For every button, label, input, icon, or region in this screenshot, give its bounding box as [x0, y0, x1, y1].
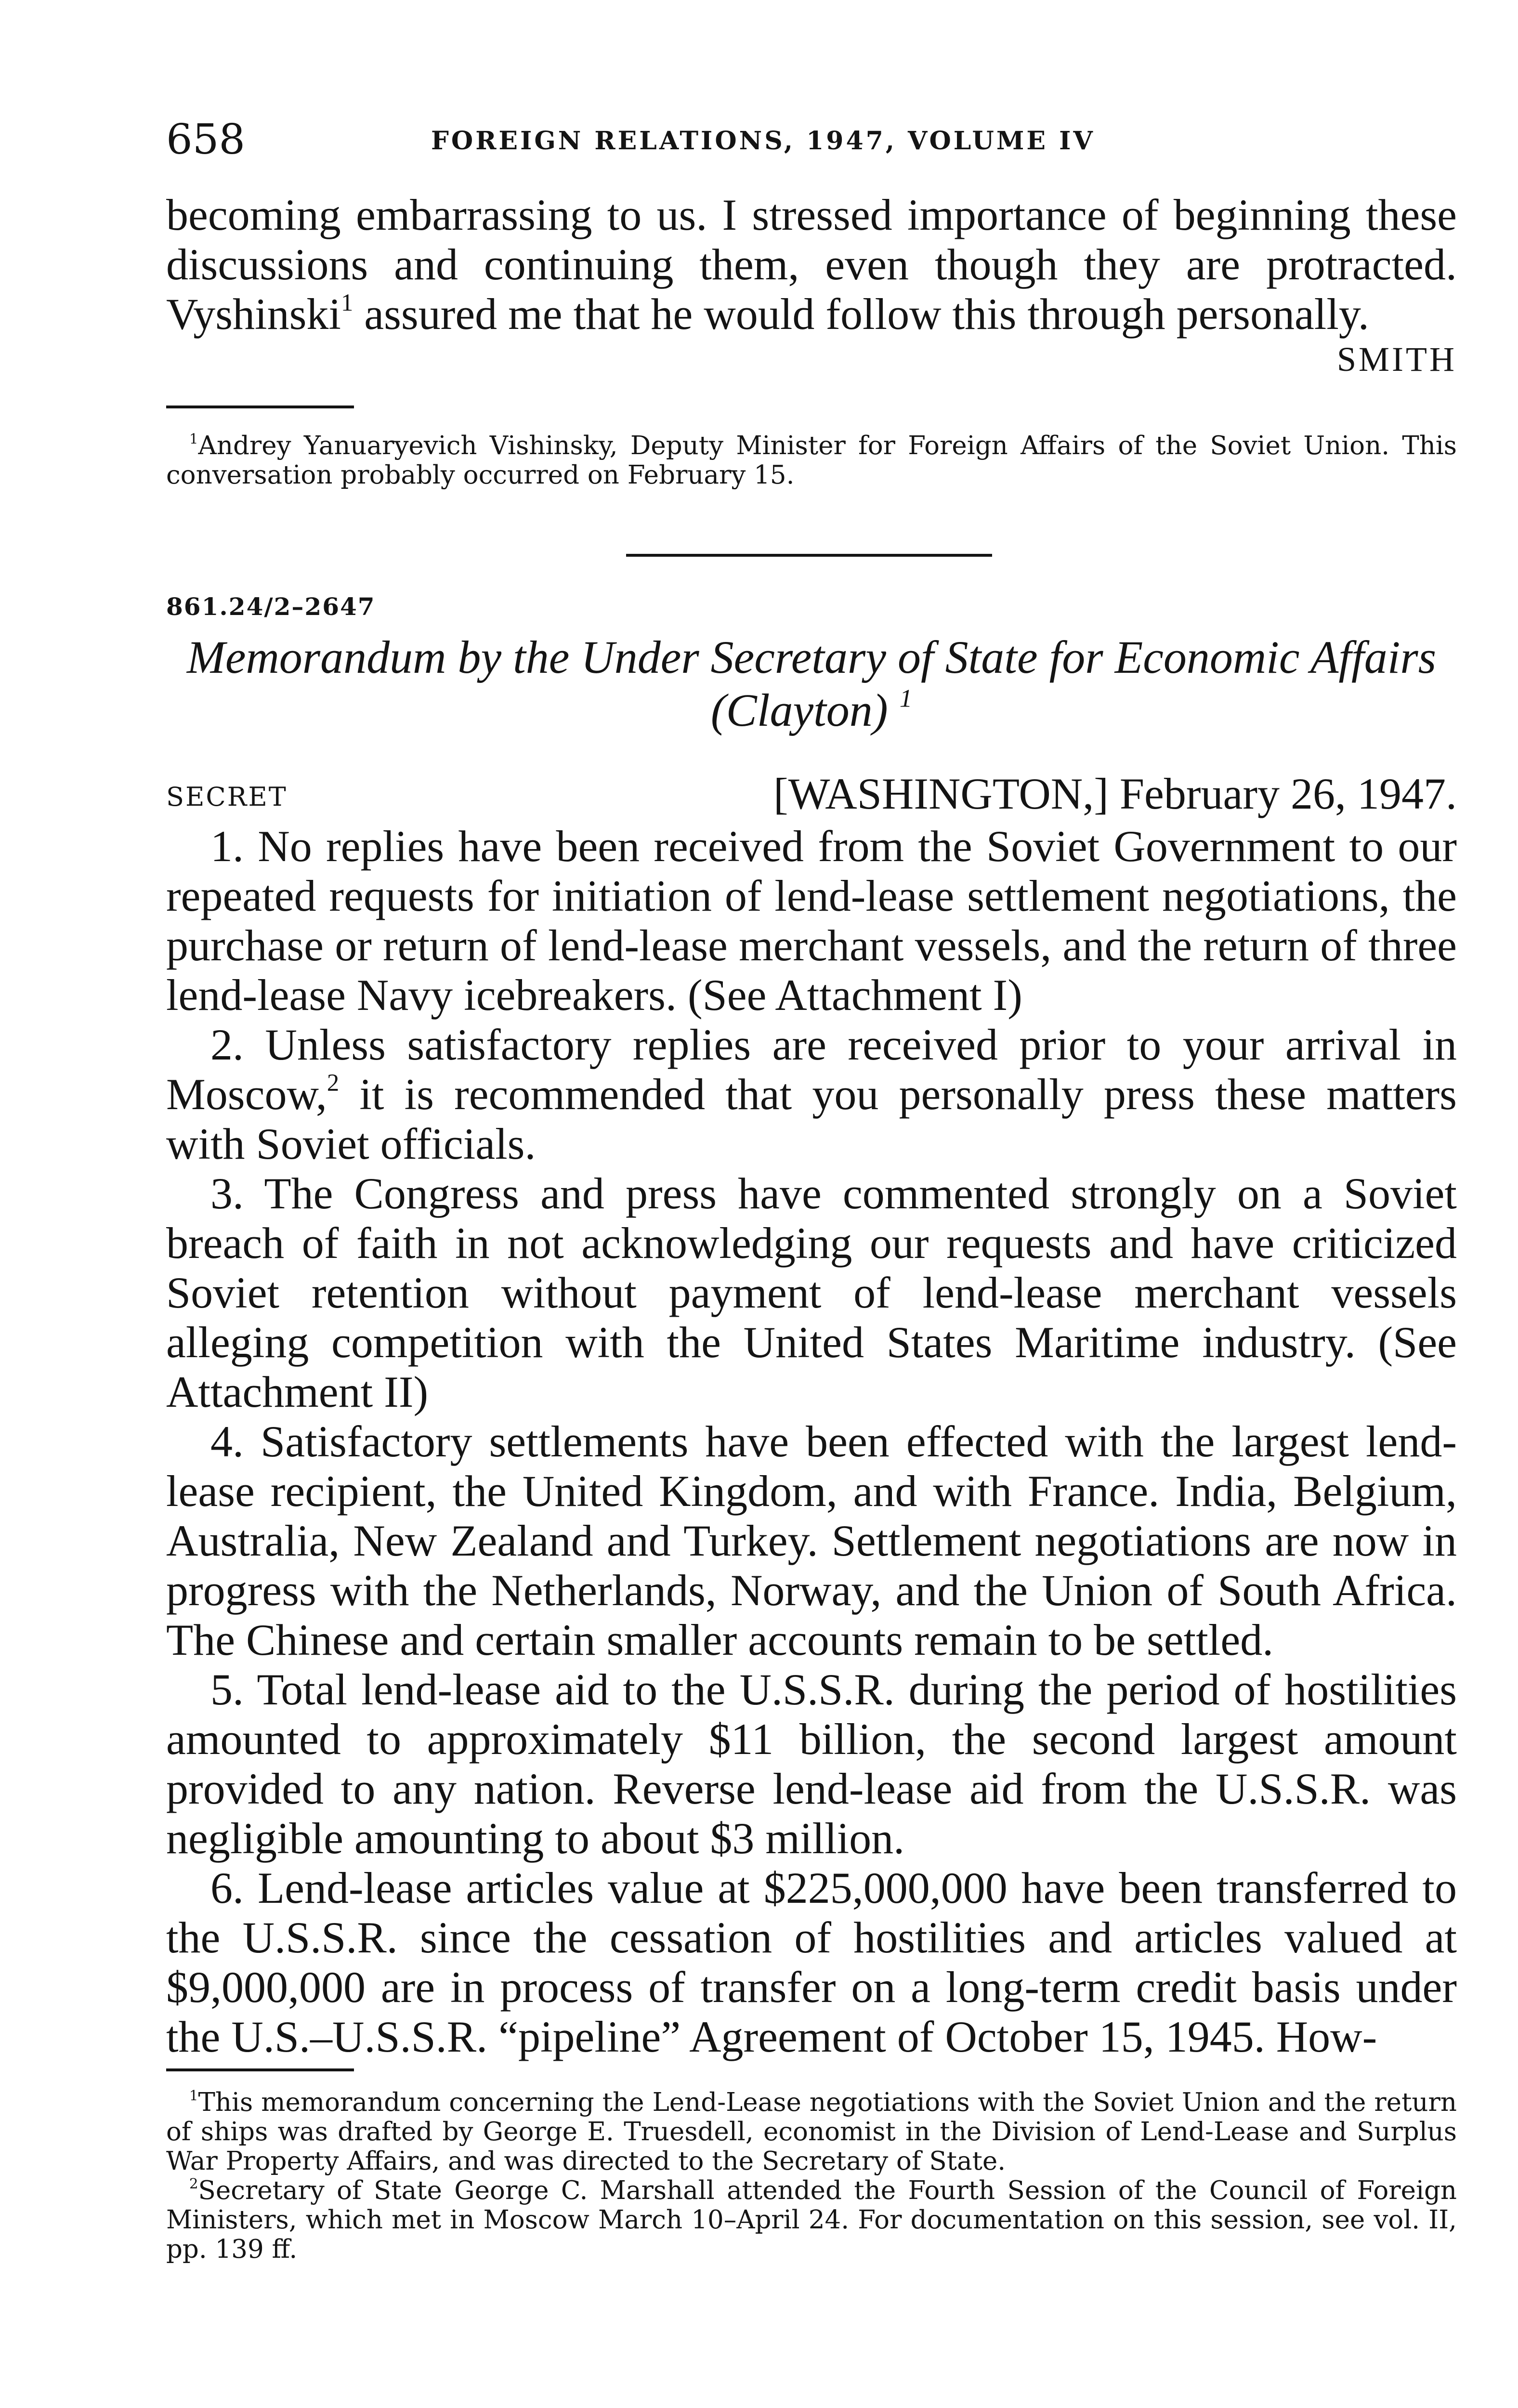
file-number: 861.24/2–2647	[166, 592, 376, 621]
footnote-top	[166, 431, 1457, 490]
paragraph-1: 1. No replies have been received from the Soviet Government to our repeated requests for initiation of lend-lease settlement negotiations, the purchase or return of lend-lease merchant vessels, and the return of three lend-lease Navy icebreakers. (See Attachment I)	[166, 822, 1457, 1020]
footnote-divider-bottom	[166, 2068, 354, 2071]
footnote-marker: 1	[189, 431, 198, 447]
footnote-ref: 1	[340, 289, 353, 316]
continued-text-end: assured me that he would follow this through personally.	[353, 289, 1369, 339]
dateline: [WASHINGTON,] February 26, 1947.	[773, 769, 1457, 818]
classification-label: SECRET	[166, 782, 288, 812]
signature: SMITH	[1336, 340, 1457, 379]
footnotes-bottom	[166, 2088, 1457, 2264]
continued-paragraph	[166, 190, 1457, 339]
footnote-1: $^1$This memorandum concerning the Lend-Lease negotiations with the Soviet Union and the return of ships was drafted by George E. Truesdell, economist in the Division of Lend-Lease and Surplus War Property Affairs, and was directed to the Secretary of State.	[166, 2087, 1457, 2176]
title-footnote-ref: 1	[899, 684, 913, 713]
memorandum-body	[166, 822, 1457, 2062]
footnote-text: Andrey Yanuaryevich Vishinsky, Deputy Minister for Foreign Affairs of the Soviet Union. This conversation probably occurred on February 15.	[166, 431, 1457, 490]
footnote-2: $^2$Secretary of State George C. Marshall attended the Fourth Session of the Council of Foreign Ministers, which met in Moscow March 10–April 24. For documentation on this session, see vol. II, pp. 139 ff.	[166, 2175, 1457, 2264]
section-divider	[626, 554, 992, 557]
footnote-ref: 2	[327, 1069, 340, 1097]
document-title	[166, 631, 1457, 737]
paragraph-4: 4. Satisfactory settlements have been effected with the largest lend-lease recipient, the United Kingdom, and with France. India, Belgium, Australia, New Zealand and Turkey. Settlement negotiations are now in progress with the Netherlands, Norway, and the Union of South Africa. The Chinese and certain smaller accounts remain to be settled.	[166, 1417, 1457, 1664]
running-head: FOREIGN RELATIONS, 1947, VOLUME IV	[431, 126, 1095, 156]
title-line-2: (Clayton)	[710, 684, 888, 736]
paragraph-3: 3. The Congress and press have commented strongly on a Soviet breach of faith in not acknowledging our requests and have criticized Soviet retention without payment of lend-lease merchant vessels alleging competition with the United States Maritime industry. (See Attachment II)	[166, 1169, 1457, 1416]
page-number: 658	[166, 116, 246, 164]
page-header	[166, 113, 1457, 166]
paragraph-5: 5. Total lend-lease aid to the U.S.S.R. during the period of hostilities amounted to approximately $11 billion, the second largest amount provided to any nation. Reverse lend-lease aid from the U.S.S.R. was negligible amounting to about $3 million.	[166, 1665, 1457, 1863]
paragraph-2: 2. Unless satisfactory replies are received prior to your arrival in Moscow,$^2$ it is recommended that you personally press these matters with Soviet officials.	[166, 1020, 1457, 1168]
paragraph-6: 6. Lend-lease articles value at $225,000,000 have been transferred to the U.S.S.R. since the cessation of hostilities and articles valued at $9,000,000 are in process of transfer on a long-term credit basis under the U.S.–U.S.S.R. “pipeline” Agreement of October 15, 1945. How-	[166, 1863, 1457, 2061]
footnote-divider	[166, 406, 354, 408]
continued-text: becoming embarrassing to us. I stressed importance of beginning these discussions and continuing them, even though they are protracted. Vyshinski	[166, 190, 1457, 339]
title-line-1: Memorandum by the Under Secretary of State for Economic Affairs	[186, 631, 1437, 683]
